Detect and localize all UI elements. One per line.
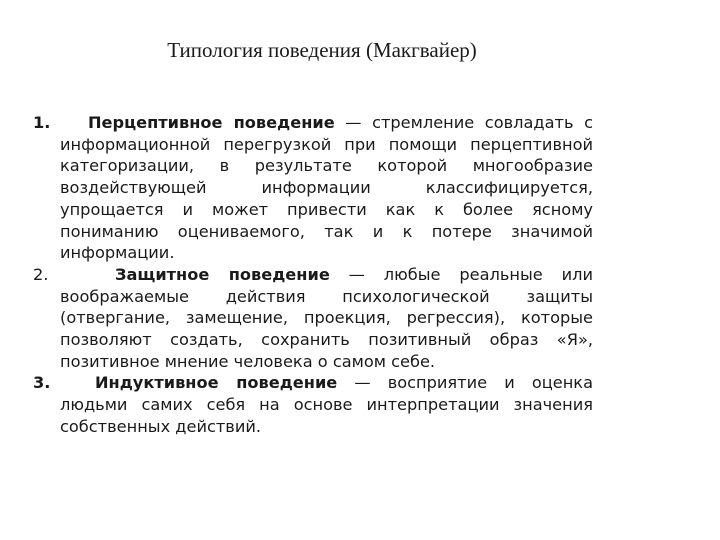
- list-item-term: Защитное поведение: [115, 264, 330, 284]
- list-item-text: — восприятие и оценка людьми самих себя на основе интерпретации значения собственных действий.: [60, 373, 593, 436]
- list-item-number: 2.: [33, 264, 49, 284]
- list-item: [33, 112, 593, 264]
- numbered-list: [33, 112, 593, 438]
- list-item-term: Индуктивное поведение: [95, 373, 338, 393]
- list-item: [33, 372, 593, 437]
- list-item-term: Перцептивное поведение: [88, 113, 335, 132]
- list-item-text: — любые реальные или воображаемые действия психологической защиты (отвергание, замещение, проекция, регрессия), которые позволяют создать, сохранить позитивный образ «Я», позитивное мнение человека о самом себе.: [60, 264, 593, 371]
- list-item: [33, 264, 593, 373]
- list-item-number: 1.: [33, 113, 51, 132]
- list-item-number: 3.: [33, 373, 51, 393]
- list-item-text: — стремление совладать с информационной перегрузкой при помощи перцептивной категоризации, в результате которой многообразие воздействующей информации классифицируется, упрощается и может привести как к более ясному пониманию оцениваемого, так и к потере значимой информации.: [60, 113, 593, 263]
- slide-title: Типология поведения (Макгвайер): [167, 38, 477, 62]
